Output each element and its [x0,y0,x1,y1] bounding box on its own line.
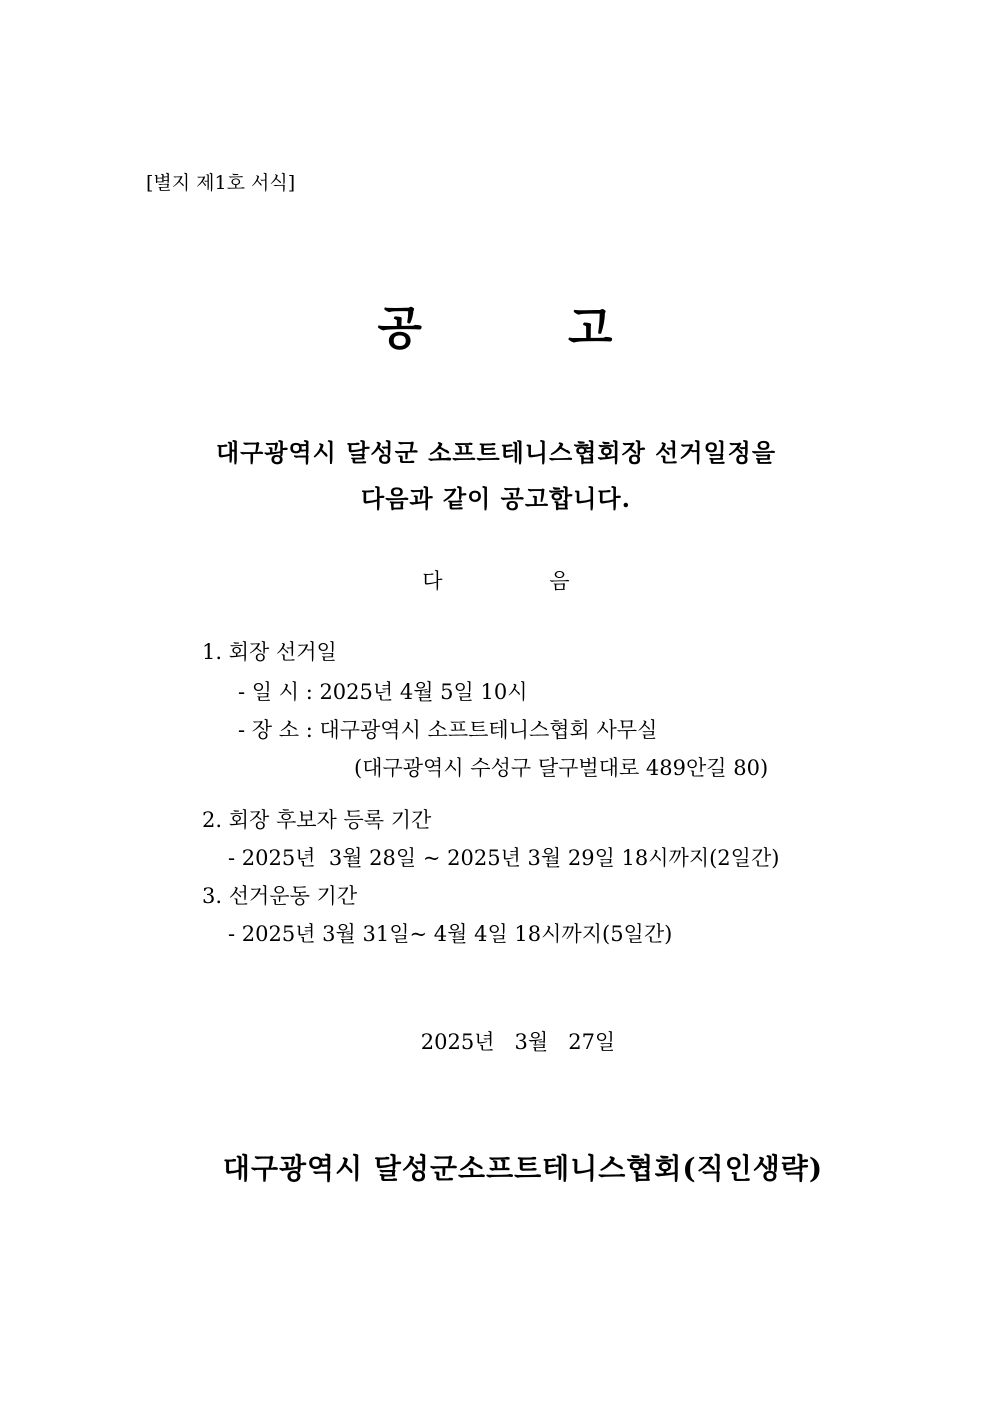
intro-line-1: 대구광역시 달성군 소프트테니스협회장 선거일정을 [215,438,777,467]
intro-line-2: 다음과 같이 공고합니다. [361,484,631,513]
election-address: (대구광역시 수성구 달구벌대로 489안길 80) [354,756,769,780]
section-3-title: 3. 선거운동 기간 [202,884,358,908]
section-heading: 다 음 [422,569,570,593]
section-1-title: 1. 회장 선거일 [202,640,337,664]
document-title: 공 고 [377,301,615,355]
campaign-period: - 2025년 3월 31일~ 4월 4일 18시까지(5일간) [228,922,673,946]
election-datetime: - 일 시 : 2025년 4월 5일 10시 [238,680,528,704]
issuing-organization: 대구광역시 달성군소프트테니스협회(직인생략) [222,1152,824,1185]
registration-period: - 2025년 3월 28일 ~ 2025년 3월 29일 18시까지(2일간) [228,846,780,870]
election-place: - 장 소 : 대구광역시 소프트테니스협회 사무실 [238,718,658,742]
form-label: [별지 제1호 서식] [146,172,296,194]
notice-date: 2025년 3월 27일 [420,1030,616,1054]
section-2-title: 2. 회장 후보자 등록 기간 [202,808,432,832]
